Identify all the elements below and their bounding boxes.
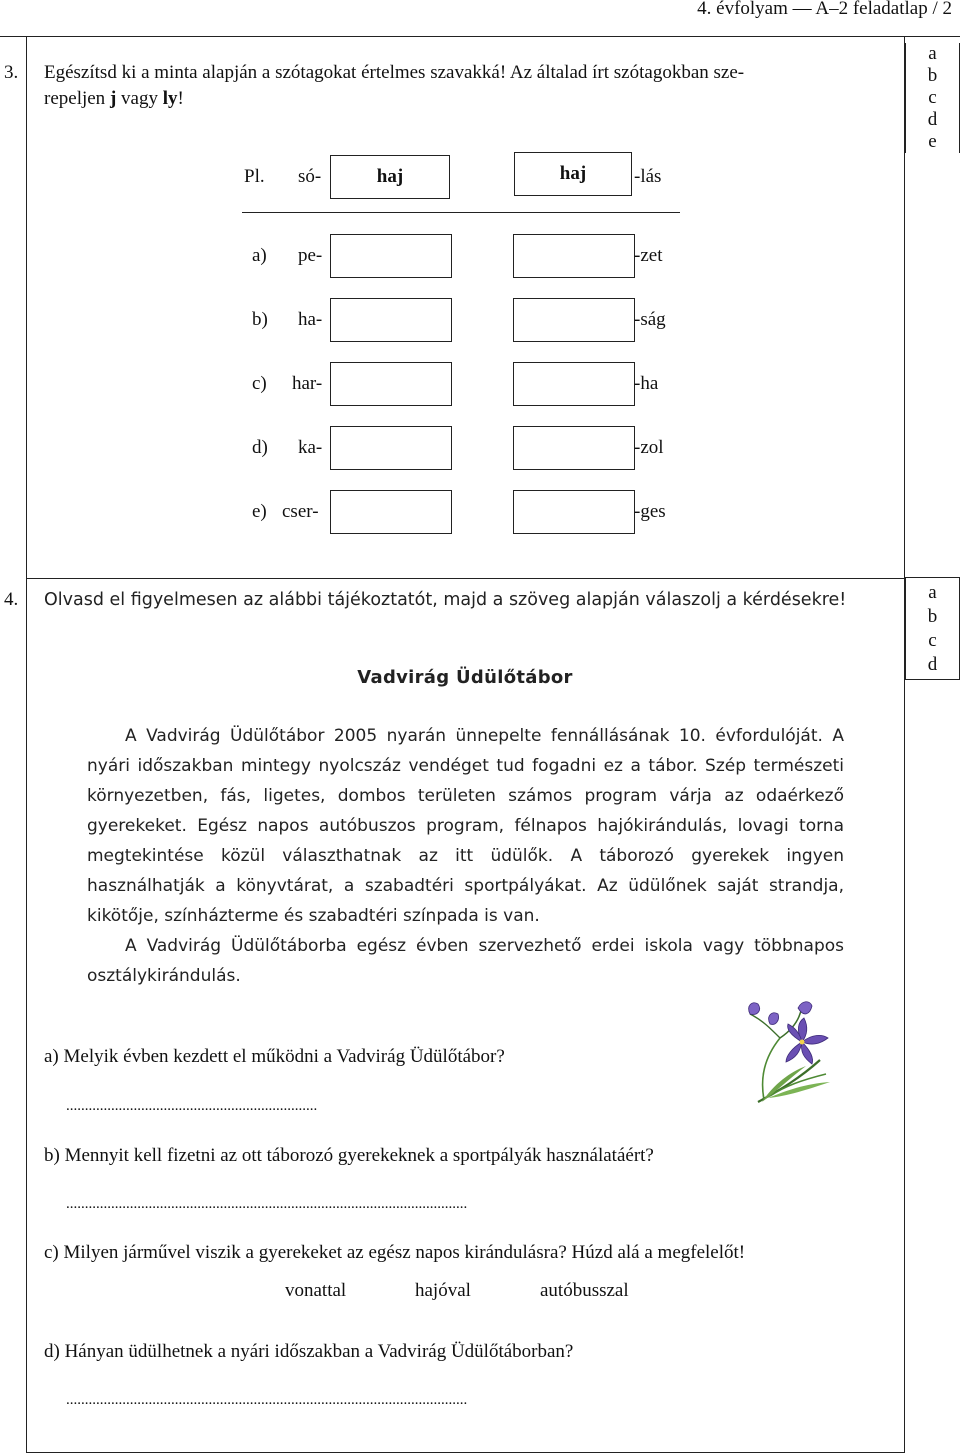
answer-line-d[interactable]: ........................................................................................................... (66, 1392, 468, 1408)
answer-line-a[interactable]: ................................................................... (66, 1098, 318, 1114)
example-box-1 (330, 155, 450, 199)
question-b: b) Mennyit kell fizetni az ott táborozó gyerekeknek a sportpályák használatáért? (44, 1145, 654, 1166)
score-letter-c: c (928, 87, 937, 108)
article-text (87, 721, 844, 991)
answer-line-b[interactable]: ........................................................................................................... (66, 1196, 468, 1212)
answer-box-left[interactable] (330, 426, 452, 470)
letter-j: j (109, 88, 117, 109)
row-prefix: ka- (298, 437, 323, 458)
instruction-text: vagy (116, 88, 163, 109)
row-label: c) (252, 373, 267, 394)
score-letter-a: a (928, 43, 937, 64)
row-label: e) (252, 501, 267, 522)
answer-box-right[interactable] (513, 298, 635, 342)
task-separator (26, 578, 905, 579)
task3-number: 3. (4, 62, 19, 83)
instruction-text: repeljen (44, 88, 110, 109)
row-label: a) (252, 245, 267, 266)
score-letter-a: a (928, 582, 937, 603)
answer-box-right[interactable] (513, 234, 635, 278)
question-c: c) Milyen járművel viszik a gyerekeket az egész napos kirándulásra? Húzd alá a megfelelőt! (44, 1242, 746, 1263)
option-hajoval[interactable]: hajóval (415, 1280, 471, 1301)
task4-number: 4. (4, 589, 19, 610)
score-letter-b: b (927, 65, 938, 86)
score-letter-b: b (927, 606, 938, 627)
header-rule (0, 36, 960, 37)
row-suffix: -zet (634, 245, 663, 266)
example-underline (242, 212, 680, 213)
row-suffix: -ges (634, 501, 666, 522)
score-letter-c: c (928, 630, 937, 651)
task3-instruction-line1: Egészítsd ki a minta alapján a szótagokat értelmes szavakká! Az általad írt szótagokban sze- (44, 62, 745, 83)
task3-instruction-line2 (44, 88, 184, 110)
row-prefix: cser- (282, 501, 319, 522)
left-border (26, 37, 27, 1453)
row-prefix: ha- (298, 309, 323, 330)
question-d: d) Hányan üdülhetnek a nyári időszakban a Vadvirág Üdülőtáborban? (44, 1341, 574, 1362)
task3-score-box (905, 43, 960, 153)
answer-box-left[interactable] (330, 234, 452, 278)
row-prefix: har- (292, 373, 323, 394)
option-autobusszal[interactable]: autóbusszal (540, 1280, 629, 1301)
example-box-2-text: haj (559, 163, 587, 184)
task4-score-box (905, 577, 960, 680)
score-letter-d: d (927, 654, 938, 675)
example-box-1-text: haj (376, 166, 404, 187)
row-label: d) (252, 437, 268, 458)
article-title: Vadvirág Üdülőtábor (357, 667, 573, 688)
right-border (904, 37, 905, 1453)
example-label: Pl. (244, 166, 265, 187)
letters-ly: ly (162, 88, 178, 109)
example-prefix: só- (298, 166, 322, 187)
article-paragraph-1: A Vadvirág Üdülőtábor 2005 nyarán ünnepelte fennállásának 10. évfordulóját. A nyári időszakban mintegy nyolcszáz vendéget tud fogadni ez a tábor. Szép természeti környezetben, fás, ligetes, dombos területen számos program várja az odaérkező gyerekeket. Egész napos autóbuszos program, félnapos hajókirándulás, lovagi torna megtekintése közül választhatnak az itt üdülők. A táborozó gyerekek ingyen használhatják a könyvtárat, a szabadtéri sportpályákat. Az üdülőnek saját strandja, kikötője, színházterme és szabadtéri színpada is van. (87, 726, 844, 926)
row-prefix: pe- (298, 245, 323, 266)
answer-box-left[interactable] (330, 362, 452, 406)
flower-illustration (740, 998, 840, 1106)
task4-instruction: Olvasd el figyelmesen az alábbi tájékoztatót, majd a szöveg alapján válaszolj a kérdésekre! (44, 590, 847, 610)
row-suffix: -ság (634, 309, 666, 330)
score-letter-d: d (927, 109, 938, 130)
instruction-text: ! (177, 88, 184, 109)
question-a: a) Melyik évben kezdett el működni a Vadvirág Üdülőtábor? (44, 1046, 505, 1067)
example-box-2 (514, 152, 632, 196)
page-header: 4. évfolyam — A–2 feladatlap / 2 (697, 0, 952, 19)
answer-box-right[interactable] (513, 426, 635, 470)
row-suffix: -ha (634, 373, 659, 394)
answer-box-right[interactable] (513, 362, 635, 406)
option-vonattal[interactable]: vonattal (285, 1280, 347, 1301)
example-suffix: -lás (634, 166, 662, 187)
answer-box-left[interactable] (330, 490, 452, 534)
row-label: b) (252, 309, 268, 330)
answer-box-right[interactable] (513, 490, 635, 534)
answer-box-left[interactable] (330, 298, 452, 342)
row-suffix: -zol (634, 437, 664, 458)
score-letter-e: e (928, 131, 937, 152)
article-paragraph-2: A Vadvirág Üdülőtáborba egész évben szervezhető erdei iskola vagy többnapos osztálykirándulás. (87, 936, 844, 986)
bottom-border (26, 1452, 905, 1453)
